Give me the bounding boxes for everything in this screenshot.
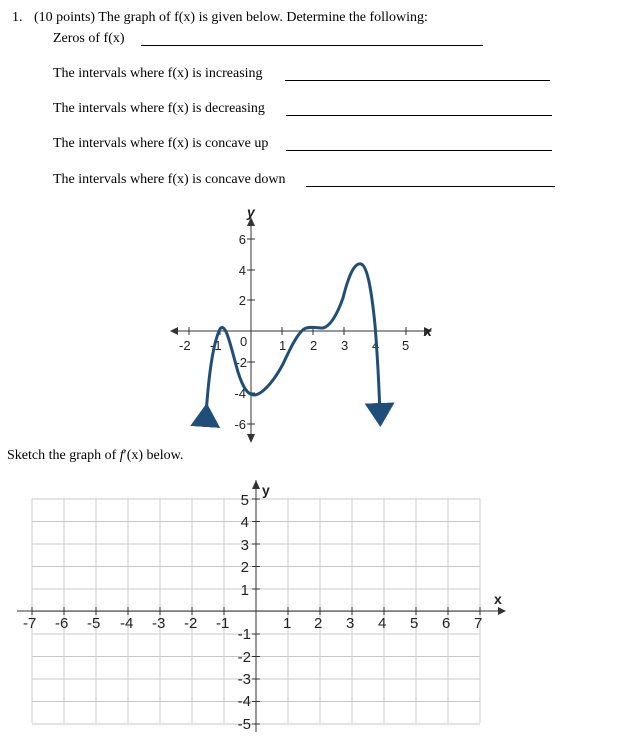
graph2-ytick: 3	[240, 537, 249, 554]
prompt-concave-up: The intervals where f(x) is concave up	[53, 136, 269, 151]
graph1-y-arrow-down	[247, 434, 255, 443]
graph1-ytick: 6	[238, 232, 246, 247]
sketch-instruction	[7, 448, 183, 464]
prompt-increasing: The intervals where f(x) is increasing	[53, 66, 263, 81]
graph1-y-label: y	[247, 204, 255, 220]
graph2-ytick: -4	[237, 693, 251, 710]
graph2-xtick: -2	[184, 615, 198, 632]
graph1-x-arrow-left	[170, 327, 178, 335]
graph2-xtick: 7	[474, 615, 483, 632]
sketch-label-prefix: Sketch the graph of	[7, 448, 120, 463]
sketch-label-func: f	[119, 448, 124, 463]
graph2-xtick: 4	[378, 615, 387, 632]
graph2-y-tick-labels	[238, 492, 251, 733]
graph2-xtick: 2	[314, 615, 323, 632]
graph2-ytick: -2	[237, 649, 251, 666]
graph1-ytick: -2	[235, 355, 247, 370]
prompt-decreasing: The intervals where f(x) is decreasing	[53, 101, 265, 116]
graph1-xtick: 4	[372, 338, 380, 353]
graph1-xtick: 0	[240, 334, 248, 349]
graph2-ytick: 5	[240, 492, 249, 509]
graph1-x-label: x	[424, 323, 432, 339]
graph1-xtick: -2	[179, 338, 191, 353]
graph1-xtick: 3	[341, 338, 349, 353]
graph2-y-arrow	[252, 480, 260, 489]
graph2-x-arrow	[498, 607, 506, 615]
graph2-x-label: x	[494, 591, 502, 607]
prompt-concave-down: The intervals where f(x) is concave down	[53, 172, 286, 187]
graph1-ytick: -4	[234, 386, 246, 401]
graph2-xtick: 1	[283, 615, 292, 632]
derivative-sketch-grid[interactable]	[14, 478, 514, 734]
graph1-xtick: 2	[310, 338, 318, 353]
graph2-xtick: -3	[152, 615, 166, 632]
graph2-ytick: -5	[237, 716, 251, 733]
graph1-ytick: -6	[234, 417, 246, 432]
function-graph	[160, 198, 450, 448]
graph2-xtick: -4	[120, 615, 134, 632]
graph2-xtick: -6	[55, 615, 69, 632]
graph2-ytick: 4	[240, 514, 249, 531]
answer-blank-concave-down[interactable]	[306, 186, 555, 187]
graph2-ytick: 2	[240, 559, 249, 576]
graph2-y-label: y	[262, 482, 270, 498]
graph2-ytick: 1	[240, 582, 249, 599]
answer-blank-decreasing[interactable]	[286, 115, 552, 116]
graph1-xtick: 1	[279, 338, 287, 353]
graph1-ytick: 2	[238, 293, 246, 308]
graph2-ytick: -3	[237, 671, 251, 688]
graph2-xtick: 5	[410, 615, 419, 632]
answer-blank-zeros[interactable]	[141, 45, 483, 46]
graph2-xtick: -5	[87, 615, 101, 632]
graph1-ytick: 4	[238, 263, 246, 278]
graph1-xtick: -1	[210, 338, 222, 353]
prompt-zeros: Zeros of f(x)	[53, 31, 125, 46]
sketch-label-suffix: ′(x) below.	[123, 448, 184, 463]
graph2-xtick: 3	[346, 615, 355, 632]
graph2-xtick: -7	[23, 615, 37, 632]
question-header: (10 points) The graph of f(x) is given below. Determine the following:	[34, 10, 428, 25]
function-curve	[206, 264, 380, 415]
graph2-x-tick-labels	[23, 615, 482, 632]
graph1-y-tick-labels	[234, 232, 247, 432]
graph2-xtick: 6	[442, 615, 451, 632]
answer-blank-concave-up[interactable]	[286, 150, 552, 151]
graph2-ytick: -1	[237, 626, 251, 643]
answer-blank-increasing[interactable]	[285, 80, 550, 81]
question-number: 1.	[12, 10, 23, 25]
graph2-xtick: -1	[216, 615, 230, 632]
graph1-xtick: 5	[402, 338, 410, 353]
